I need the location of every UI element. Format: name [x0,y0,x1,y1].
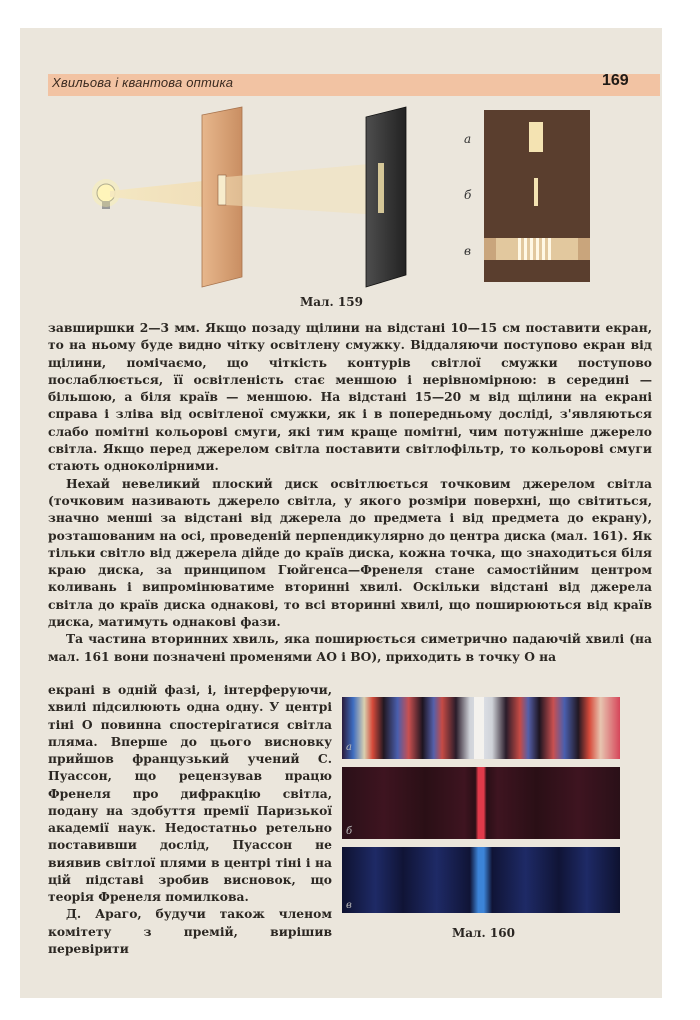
paragraph-5: Д. Араго, будучи також членом комітету з премій, вирішив перевірити [48,906,332,956]
fig159-label-a: а [464,132,472,146]
screen-plate [366,107,406,287]
fig160-label-b: б [346,826,353,837]
panel-b-band [534,178,538,206]
paragraph-3: Та частина вторинних хвиль, яка поширюється симетрично падаючій хвилі (на мал. 161 вони позначені променями АО і ВО), приходить в точку О на [48,631,652,664]
fig159-label-b: б [464,188,472,202]
panel-a-band [529,122,543,152]
page-number: 169 [602,72,629,89]
paragraph-1: завширшки 2—3 мм. Якщо позаду щілини на відстані 10—15 см поставити екран, то на ньому буде видно чітку освітлену смужку. Віддаляючи поступово екран від щілини, помічаємо, що чіткість контурів світлої смужки поступово послаблюється, її освітленість стає меншою і нерівномірною: в середині — більшою, а біля країв — меншою. На відстані 15—20 м від щілини на екрані справа і зліва від освітленої смужки, як і в попередньому досліді, з'являються слабо помітні кольорові смуги, які тим краще помітні, чим потужніше джерело світла. Якщо перед джерелом світла поставити світлофільтр, то кольорові смуги стають одноколірними. [48,320,652,474]
diffracted-beam [226,163,380,215]
figure-159-screens [484,110,590,282]
figure-160-strips [342,697,620,915]
figure-160-caption: Мал. 160 [452,926,515,940]
fig160-label-a: а [346,742,352,753]
paragraph-2: Нехай невеликий плоский диск освітлюється точковим джерелом світла (точковим називають джерело світла, у якого розміри поверхні, що світиться, значно менші за відстані від джерела до предмета і від предмета до екрану), розташованим на осі, проведеній перпендикулярно до центра диска (мал. 161). Як тільки світло від джерела дійде до країв диска, кожна точка, що знаходиться біля краю диска, за принципом Гюйгенса—Френеля стане самостійним центром коливань і випромінюватиме вторинні хвилі. Оскільки відстані від джерела світла до країв диска однакові, то всі вторинні хвилі, що поширюються від країв диска, матимуть однакові фази. [48,475,652,630]
fig159-label-c: в [464,244,471,258]
paragraph-4: екрані в одній фазі, і, інтерферуючи, хвилі підсилюють одна одну. У центрі тіні О повинна спостерігатися світла пляма. Вперше до цього висновку прийшов французький учений С. Пуассон, що рецензував працю Френеля про дифракцію світла, подану на здобуття премії Паризької академії наук. Недостатньо ретельно поставивши дослід, Пуассон не виявив світлої плями в центрі тіні і на цій підставі зробив висновок, що теорія Френеля помилкова. [48,682,332,904]
figure-159-setup [80,105,420,295]
fig160-label-c: в [346,900,352,911]
slit [218,175,226,205]
strip-b [342,767,620,839]
screen-spot [378,163,384,213]
running-header-title: Хвильова і квантова оптика [52,75,234,90]
body-text-upper [48,319,652,665]
strip-c [342,847,620,913]
body-text-narrow [48,681,332,957]
figure-159-caption: Мал. 159 [300,295,363,309]
